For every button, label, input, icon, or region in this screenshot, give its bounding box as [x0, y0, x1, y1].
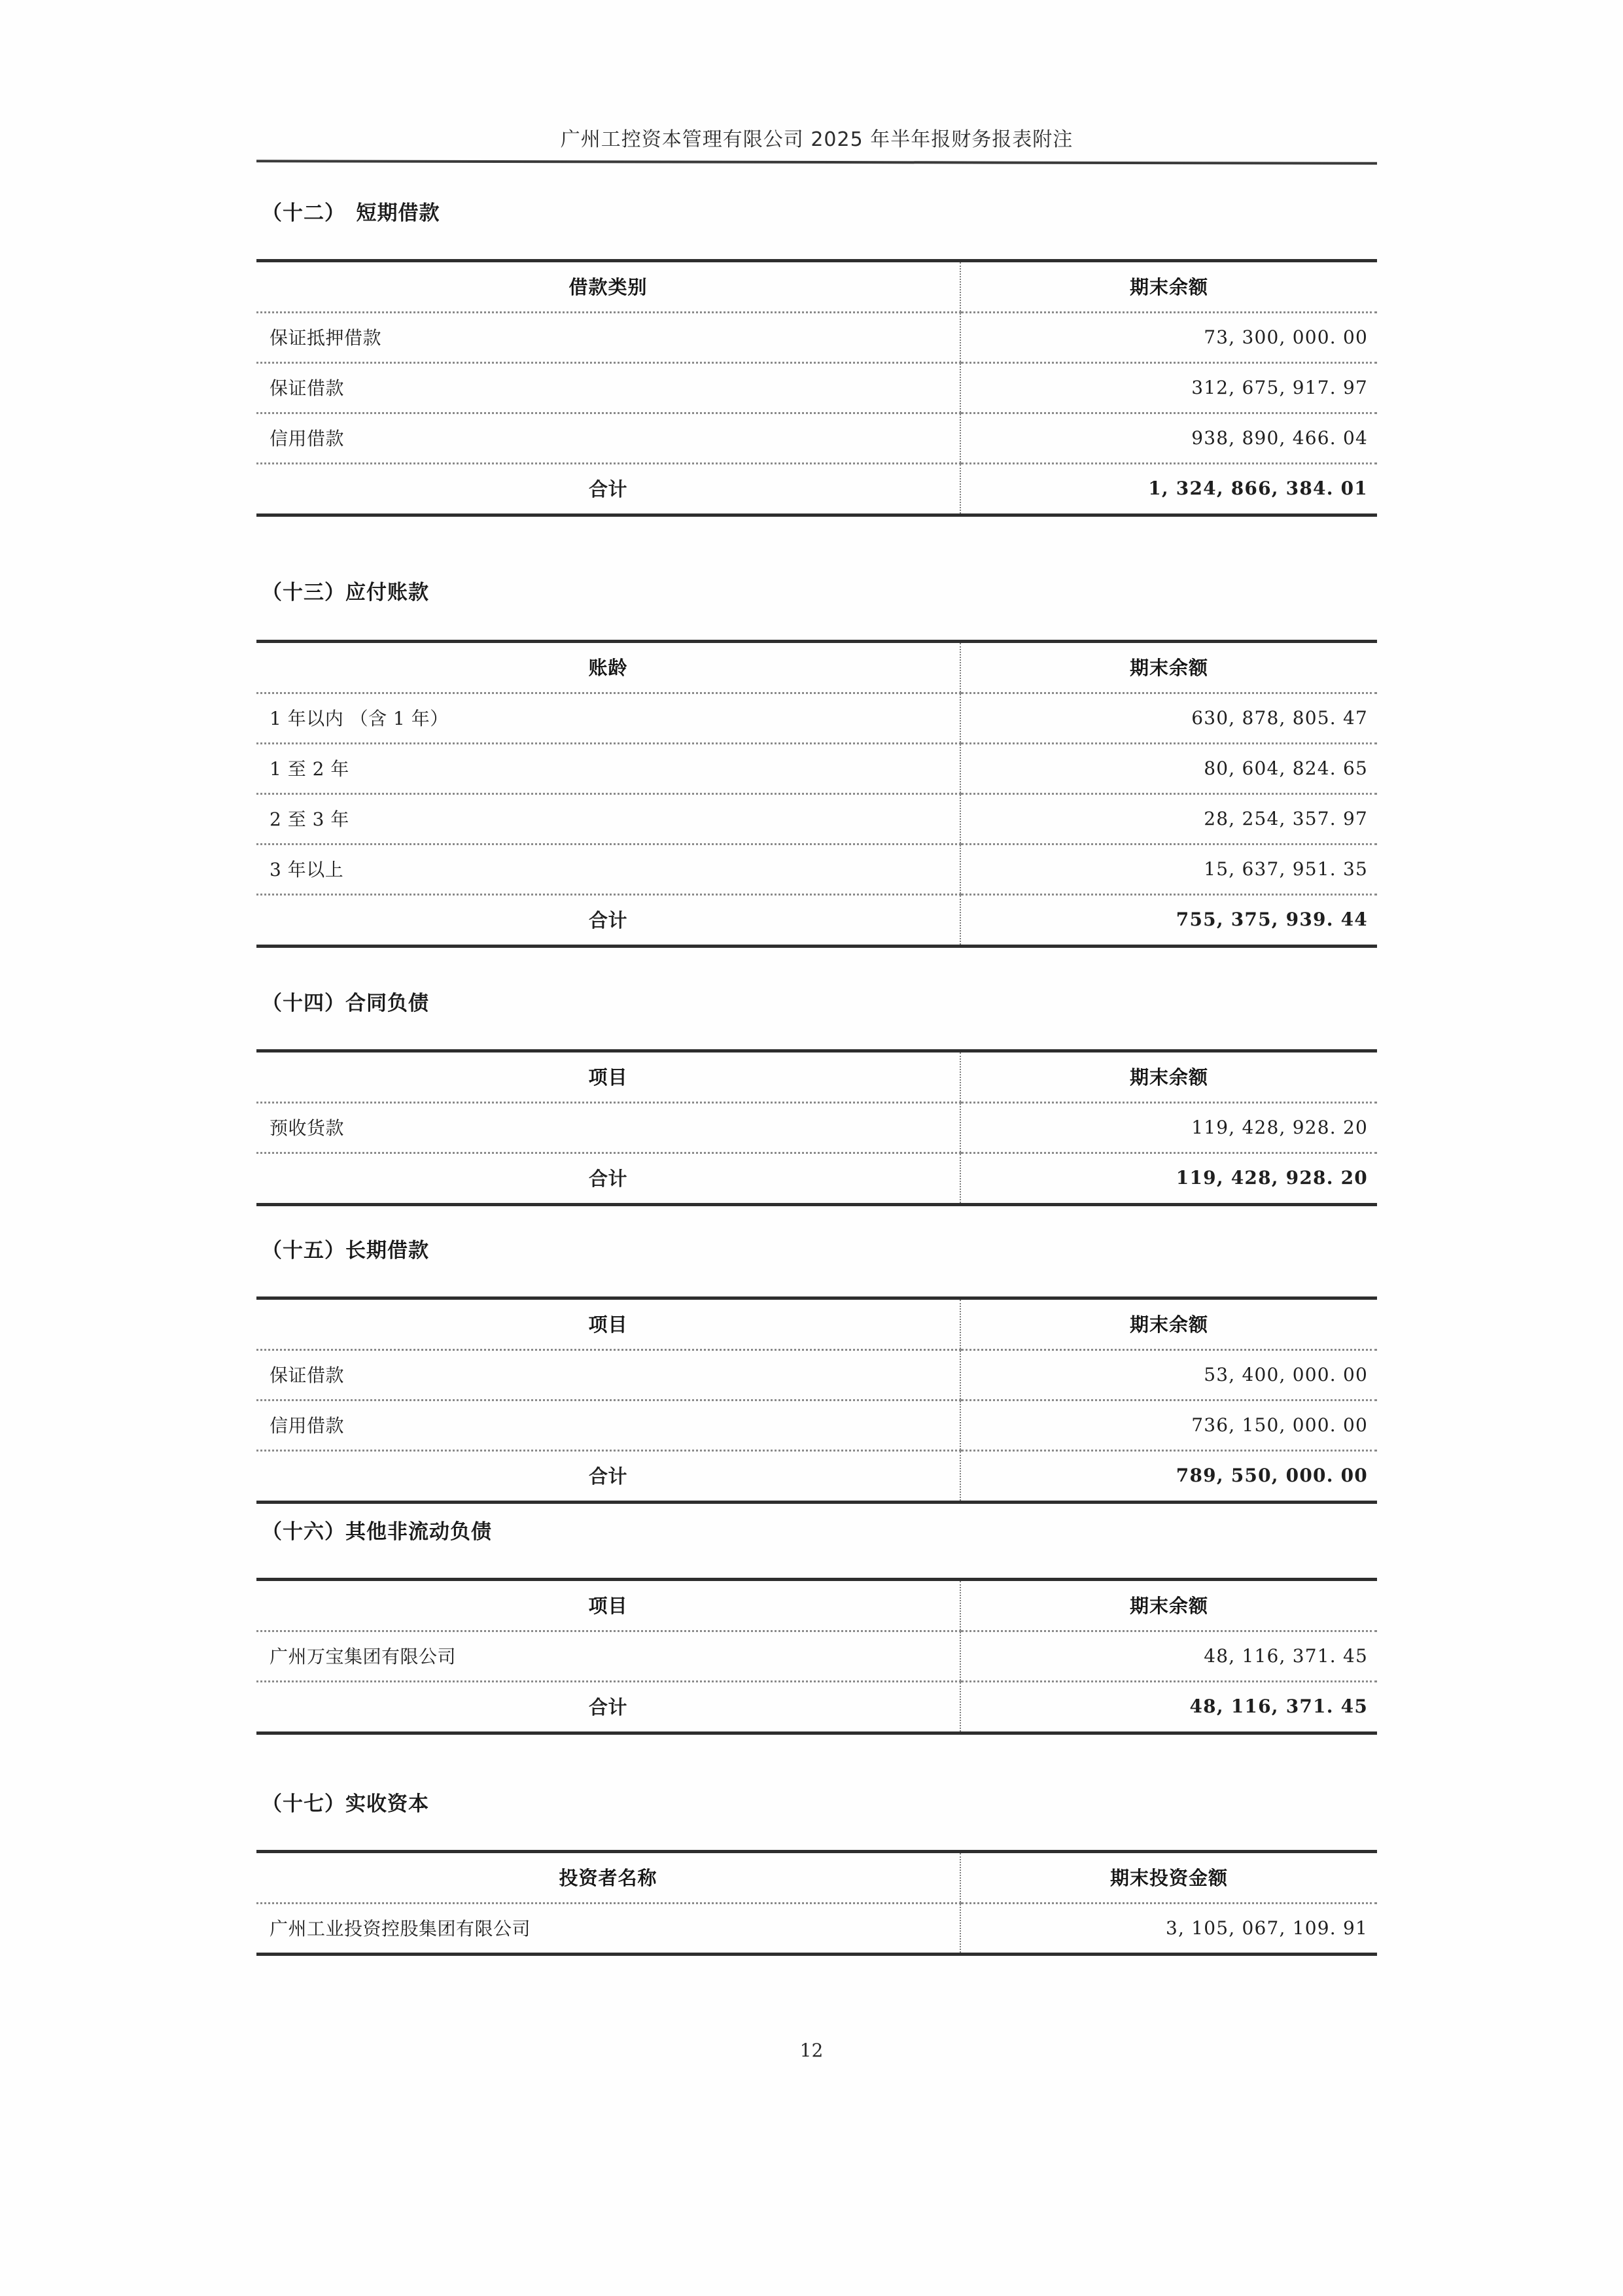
financial-table-6	[256, 1850, 1377, 1956]
financial-table-3	[256, 1049, 1377, 1206]
table-header-row	[256, 1580, 1377, 1631]
table-row	[256, 1103, 1377, 1153]
row-value: 53, 400, 000. 00	[960, 1350, 1377, 1400]
section-heading-4: （十五）长期借款	[262, 1239, 429, 1262]
column-header-label: 借款类别	[568, 276, 648, 298]
table-total-row	[256, 1451, 1377, 1503]
table-header-row	[256, 1051, 1377, 1103]
table-row	[256, 1904, 1377, 1955]
financial-table-4	[256, 1296, 1377, 1504]
column-header-value: 期末余额	[960, 642, 1377, 693]
row-label: 保证借款	[256, 363, 960, 413]
document-title: 广州工控资本管理有限公司 2025 年半年报财务报表附注	[560, 128, 1073, 151]
row-label: 3 年以上	[256, 844, 960, 895]
row-value: 938, 890, 466. 04	[960, 413, 1377, 464]
total-label: 合计	[256, 464, 960, 515]
row-value: 3, 105, 067, 109. 91	[960, 1904, 1377, 1955]
section-heading-3: （十四）合同负债	[262, 992, 429, 1015]
total-value: 119, 428, 928. 20	[960, 1153, 1377, 1205]
row-value: 48, 116, 371. 45	[960, 1631, 1377, 1682]
column-header-value: 期末余额	[960, 1580, 1377, 1631]
total-value: 48, 116, 371. 45	[960, 1682, 1377, 1733]
financial-table-2	[256, 640, 1377, 948]
total-value: 789, 550, 000. 00	[960, 1451, 1377, 1503]
row-value: 630, 878, 805. 47	[960, 693, 1377, 744]
table-row	[256, 1631, 1377, 1682]
column-header-value: 期末余额	[960, 1298, 1377, 1350]
page-number: 12	[799, 2040, 824, 2061]
total-label: 合计	[256, 1451, 960, 1503]
table-row	[256, 693, 1377, 744]
row-label: 广州工业投资控股集团有限公司	[256, 1904, 960, 1955]
row-label: 1 至 2 年	[256, 744, 960, 794]
running-header	[256, 128, 1377, 164]
column-header-label: 项目	[588, 1313, 628, 1336]
table-row	[256, 313, 1377, 363]
total-label: 合计	[256, 1153, 960, 1205]
row-label: 信用借款	[256, 413, 960, 464]
column-header-label: 项目	[588, 1066, 628, 1088]
table-header-row	[256, 642, 1377, 693]
table-header-row	[256, 261, 1377, 313]
table-row	[256, 744, 1377, 794]
table-total-row	[256, 1153, 1377, 1205]
table-row	[256, 413, 1377, 464]
total-value: 755, 375, 939. 44	[960, 895, 1377, 947]
row-value: 119, 428, 928. 20	[960, 1103, 1377, 1153]
table-total-row	[256, 895, 1377, 947]
row-label: 信用借款	[256, 1400, 960, 1451]
financial-table-5	[256, 1578, 1377, 1735]
column-header-label: 项目	[588, 1595, 628, 1617]
column-header-value: 期末余额	[960, 1051, 1377, 1103]
financial-table-1	[256, 259, 1377, 517]
row-value: 73, 300, 000. 00	[960, 313, 1377, 363]
row-value: 312, 675, 917. 97	[960, 363, 1377, 413]
column-header-value: 期末余额	[960, 261, 1377, 313]
row-label: 预收货款	[256, 1103, 960, 1153]
column-header-label: 账龄	[588, 657, 628, 679]
row-label: 保证抵押借款	[256, 313, 960, 363]
row-label: 广州万宝集团有限公司	[256, 1631, 960, 1682]
total-label: 合计	[256, 1682, 960, 1733]
table-row	[256, 794, 1377, 844]
row-value: 736, 150, 000. 00	[960, 1400, 1377, 1451]
row-label: 1 年以内 （含 1 年）	[256, 693, 960, 744]
table-total-row	[256, 1682, 1377, 1733]
column-header-value: 期末投资金额	[960, 1852, 1377, 1904]
table-row	[256, 363, 1377, 413]
row-value: 80, 604, 824. 65	[960, 744, 1377, 794]
section-heading-5: （十六）其他非流动负债	[262, 1520, 492, 1544]
table-header-row	[256, 1298, 1377, 1350]
table-row	[256, 1350, 1377, 1400]
table-row	[256, 844, 1377, 895]
row-value: 15, 637, 951. 35	[960, 844, 1377, 895]
column-header-label: 投资者名称	[559, 1867, 657, 1889]
section-heading-2: （十三）应付账款	[262, 581, 429, 604]
section-heading-6: （十七）实收资本	[262, 1792, 429, 1816]
section-heading-1: （十二） 短期借款	[262, 201, 440, 225]
total-value: 1, 324, 866, 384. 01	[960, 464, 1377, 515]
table-total-row	[256, 464, 1377, 515]
row-label: 2 至 3 年	[256, 794, 960, 844]
table-row	[256, 1400, 1377, 1451]
row-label: 保证借款	[256, 1350, 960, 1400]
table-header-row	[256, 1852, 1377, 1904]
row-value: 28, 254, 357. 97	[960, 794, 1377, 844]
total-label: 合计	[256, 895, 960, 947]
